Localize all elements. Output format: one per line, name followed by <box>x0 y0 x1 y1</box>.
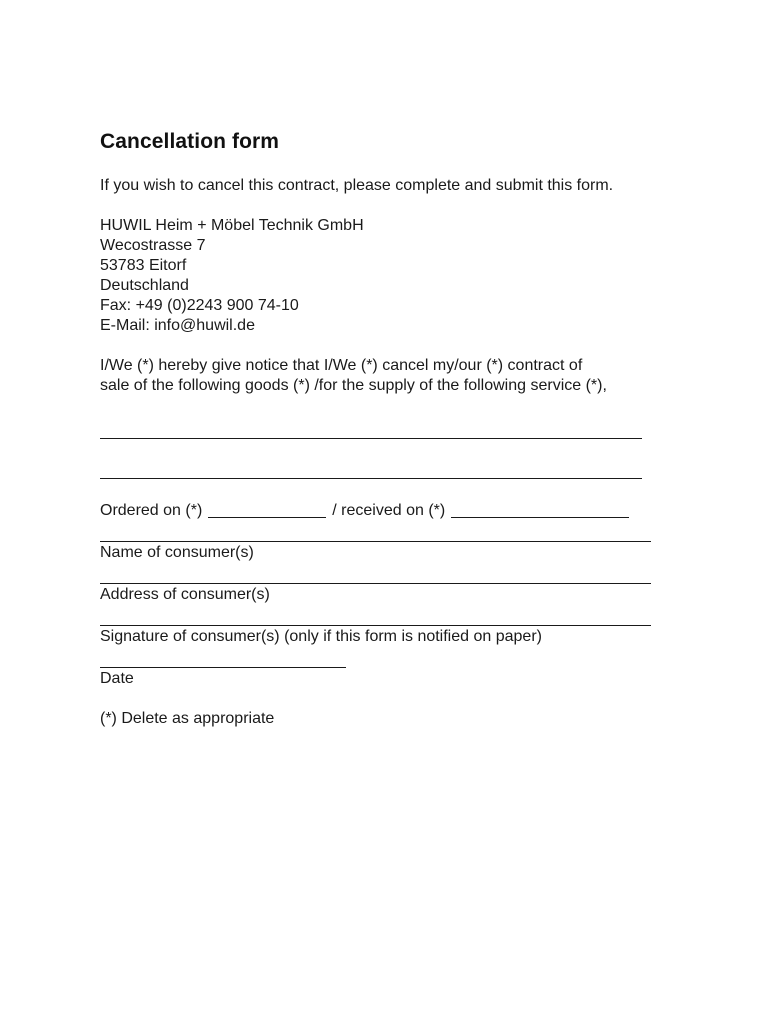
goods-blank-line-1[interactable] <box>100 438 642 439</box>
notice-line-2: sale of the following goods (*) /for the supply of the following service (*), <box>100 377 607 394</box>
consumer-address-blank[interactable] <box>100 583 651 584</box>
footnote: (*) Delete as appropriate <box>100 710 275 727</box>
cancellation-notice <box>100 356 700 396</box>
date-label: Date <box>100 670 134 687</box>
date-field <box>100 667 700 689</box>
ordered-on-label: Ordered on (*) <box>100 502 203 519</box>
consumer-address-field <box>100 583 700 605</box>
company-city: 53783 Eitorf <box>100 257 187 274</box>
company-email: E-Mail: info@huwil.de <box>100 317 255 334</box>
date-blank[interactable] <box>100 667 346 668</box>
ordered-on-blank[interactable] <box>208 517 326 518</box>
received-on-blank[interactable] <box>451 517 629 518</box>
consumer-address-label: Address of consumer(s) <box>100 586 270 603</box>
consumer-name-label: Name of consumer(s) <box>100 544 254 561</box>
goods-blank-line-2[interactable] <box>100 478 642 479</box>
consumer-name-field <box>100 541 700 563</box>
consumer-signature-field <box>100 625 700 647</box>
form-title: Cancellation form <box>100 130 280 153</box>
company-fax: Fax: +49 (0)2243 900 74-10 <box>100 297 299 314</box>
cancellation-form <box>100 128 700 729</box>
intro-text: If you wish to cancel this contract, please complete and submit this form. <box>100 177 614 194</box>
company-country: Deutschland <box>100 277 189 294</box>
received-on-label: / received on (*) <box>332 502 446 519</box>
consumer-signature-blank[interactable] <box>100 625 651 626</box>
company-address <box>100 216 700 336</box>
notice-line-1: I/We (*) hereby give notice that I/We (*) cancel my/our (*) contract of <box>100 357 583 374</box>
consumer-name-blank[interactable] <box>100 541 651 542</box>
order-dates-row <box>100 501 700 521</box>
company-name: HUWIL Heim + Möbel Technik GmbH <box>100 217 364 234</box>
company-street: Wecostrasse 7 <box>100 237 206 254</box>
consumer-signature-label: Signature of consumer(s) (only if this form is notified on paper) <box>100 628 542 645</box>
